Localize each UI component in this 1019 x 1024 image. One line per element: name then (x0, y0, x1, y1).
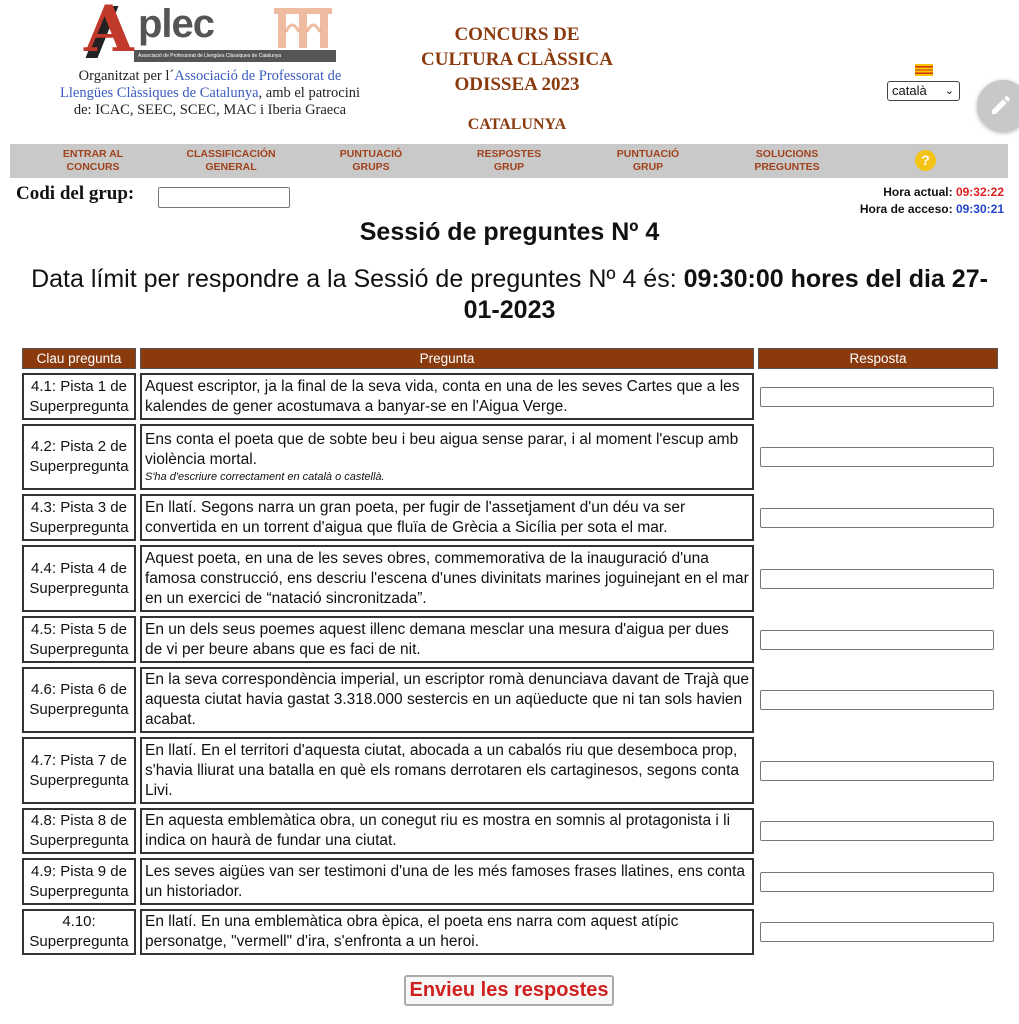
table-row (22, 424, 998, 490)
pencil-icon (989, 93, 1013, 117)
question-text (140, 616, 754, 663)
time-info (860, 184, 1004, 218)
question-text (140, 424, 754, 490)
logo-initial: A (84, 0, 134, 67)
question-body: Aquest escriptor, ja la final de la seva vida, conta en una de les seves Cartes que a les kalendes de gener acostumava a banyar-se en l'Aigua Verge. (145, 377, 740, 415)
nav-label-line1: RESPOSTES (476, 148, 542, 160)
answer-input[interactable] (760, 508, 994, 528)
question-body: Les seves aigües van ser testimoni d'una de les més famoses frases llatines, ens conta un historiador. (145, 862, 746, 900)
question-text (140, 909, 754, 955)
nav-label-line2: GENERAL (205, 160, 257, 173)
current-time-value: 09:32:22 (955, 185, 1004, 199)
question-key: 4.7: Pista 7 de Superpregunta (22, 737, 136, 804)
question-body: Ens conta el poeta que de sobte beu i beu aigua sense parar, i al moment l'escup amb violència mortal. (145, 430, 739, 468)
nav-label-line1: PUNTUACIÓ (339, 148, 403, 160)
main-nav (10, 144, 1008, 178)
answer-input[interactable] (760, 447, 994, 467)
deadline-prefix: Data límit per respondre a la Sessió de preguntes Nº 4 és: (31, 265, 684, 293)
current-time-label: Hora actual: (883, 185, 953, 199)
contest-title-line1: CONCURS DE (454, 24, 580, 45)
contest-title-line3: ODISSEA 2023 (454, 74, 580, 95)
answer-cell (758, 373, 998, 420)
organizer-text (54, 68, 366, 119)
edit-button[interactable] (977, 80, 1019, 132)
nav-label-line2: PREGUNTES (754, 160, 820, 173)
answer-input[interactable] (760, 690, 994, 710)
question-key: 4.6: Pista 6 de Superpregunta (22, 667, 136, 733)
question-key: 4.8: Pista 8 de Superpregunta (22, 808, 136, 854)
nav-group-score[interactable] (589, 148, 707, 173)
aplec-logo (84, 0, 336, 67)
question-body: Aquest poeta, en una de les seves obres, commemorativa de la inauguració d'una famosa construcció, ens descriu l'escena d'unes divinitats marines joguinejant en el mar en un exercici de “natació sincronitzada”. (145, 549, 749, 607)
nav-label-line2: CONCURS (66, 160, 120, 173)
language-selected: català (892, 83, 927, 98)
question-text (140, 494, 754, 541)
answer-cell (758, 667, 998, 733)
question-text (140, 808, 754, 854)
deadline-datetime: 09:30:00 hores del dia 27-01-2023 (463, 265, 988, 324)
answer-input[interactable] (760, 761, 994, 781)
question-key: 4.3: Pista 3 de Superpregunta (22, 494, 136, 541)
contest-title-line2: CULTURA CLÀSSICA (421, 49, 613, 70)
answer-input[interactable] (760, 821, 994, 841)
contest-title (400, 22, 634, 97)
nav-label-line2: GRUP (632, 160, 664, 173)
nav-label-line1: ENTRAR AL (62, 148, 124, 160)
table-header-row (22, 348, 998, 369)
question-text (140, 858, 754, 905)
answer-input[interactable] (760, 387, 994, 407)
group-code-input[interactable] (158, 187, 290, 208)
submit-answers-button[interactable]: Envieu les respostes (404, 975, 614, 1006)
access-time-label: Hora de acceso: (859, 202, 953, 216)
header-question: Pregunta (140, 348, 754, 369)
nav-label-line2: GRUP (493, 160, 525, 173)
question-body: En llatí. Segons narra un gran poeta, per fugir de l'assetjament d'un déu va ser convertida en un torrent d'aigua que fluïa de Grècia a Sicília per sota el mar. (145, 498, 686, 536)
question-text (140, 373, 754, 420)
table-row (22, 737, 998, 804)
logo-word: plec (138, 2, 215, 46)
table-row (22, 545, 998, 612)
organizer-prefix: Organitzat per l´ (78, 68, 175, 84)
answer-input[interactable] (760, 630, 994, 650)
question-key: 4.1: Pista 1 de Superpregunta (22, 373, 136, 420)
language-select[interactable] (887, 81, 960, 101)
catalan-flag-icon (915, 64, 933, 76)
question-text (140, 545, 754, 612)
nav-label-line2: GRUPS (352, 160, 390, 173)
question-body: En llatí. En el territori d'aquesta ciutat, abocada a un cabalós riu que desemboca prop, s'havia lliurat una batalla en què els romans derrotaren els cartaginesos, segons conta Livi. (145, 741, 740, 799)
answer-cell (758, 808, 998, 854)
question-body: En llatí. En una emblemàtica obra èpica, el poeta ens narra com aquest atípic personatge, "vermell" d'ira, s'enfronta a un heroi. (145, 913, 679, 950)
question-body: En un dels seus poemes aquest illenc demana mesclar una mesura d'aigua per dues de vi per beure abans que es faci de nit. (145, 620, 729, 658)
current-time (860, 184, 1004, 201)
association-link[interactable]: Associació de Professorat de Llengües Clàssiques de Catalunya (60, 68, 342, 101)
session-title: Sessió de preguntes Nº 4 (359, 218, 660, 246)
answer-cell (758, 858, 998, 905)
question-key: 4.9: Pista 9 de Superpregunta (22, 858, 136, 905)
question-key: 4.10: Superpregunta (22, 909, 136, 955)
access-time-value: 09:30:21 (955, 202, 1004, 216)
nav-general-classification[interactable] (172, 148, 290, 173)
question-text (140, 667, 754, 733)
answer-cell (758, 737, 998, 804)
answer-cell (758, 909, 998, 955)
question-key: 4.2: Pista 2 de Superpregunta (22, 424, 136, 490)
group-code-label: Codi del grup: (16, 183, 135, 204)
answer-cell (758, 424, 998, 490)
answer-cell (758, 616, 998, 663)
help-icon[interactable]: ? (915, 150, 936, 171)
question-text (140, 737, 754, 804)
question-body: En la seva correspondència imperial, un escriptor romà denunciava davant de Trajà que aquesta ciutat havia gastat 3.318.000 sestercis en un aqüeducte que ni tan sols havien acabat. (145, 671, 749, 728)
nav-group-answers[interactable] (450, 148, 568, 173)
nav-question-solutions[interactable] (728, 148, 846, 173)
table-row (22, 858, 998, 905)
question-note: S'ha d'escriure correctament en català o castellà. (145, 470, 385, 483)
access-time (860, 201, 1004, 218)
answer-cell (758, 545, 998, 612)
logo-subtitle: Associació de Professorat de Llengües Clàssiques de Catalunya (134, 50, 336, 62)
region-label: CATALUNYA (467, 116, 567, 133)
nav-groups-score[interactable] (312, 148, 430, 173)
table-row (22, 909, 998, 955)
answer-cell (758, 494, 998, 541)
table-row (22, 494, 998, 541)
nav-label-line1: PUNTUACIÓ (616, 148, 680, 160)
question-key: 4.4: Pista 4 de Superpregunta (22, 545, 136, 612)
answer-input[interactable] (760, 569, 994, 589)
question-body: En aquesta emblemàtica obra, un conegut riu es mostra en somnis al protagonista i li indica on haurà de fundar una ciutat. (145, 812, 731, 849)
nav-label-line1: CLASSIFICACIÓN (186, 148, 276, 160)
table-row (22, 667, 998, 733)
questions-table (18, 344, 1002, 959)
answer-input[interactable] (760, 872, 994, 892)
header-key: Clau pregunta (22, 348, 136, 369)
answer-input[interactable] (760, 922, 994, 942)
deadline-text (20, 264, 999, 326)
chevron-down-icon: ⌄ (944, 85, 954, 97)
arch-icon (272, 2, 334, 48)
question-key: 4.5: Pista 5 de Superpregunta (22, 616, 136, 663)
table-row (22, 616, 998, 663)
table-row (22, 373, 998, 420)
table-row (22, 808, 998, 854)
nav-label-line1: SOLUCIONS (755, 148, 819, 160)
organizer-suffix: , amb el patrocini de: ICAC, SEEC, SCEC, MAC i Iberia Graeca (73, 85, 360, 118)
nav-enter-contest[interactable] (34, 148, 152, 173)
header-answer: Resposta (758, 348, 998, 369)
